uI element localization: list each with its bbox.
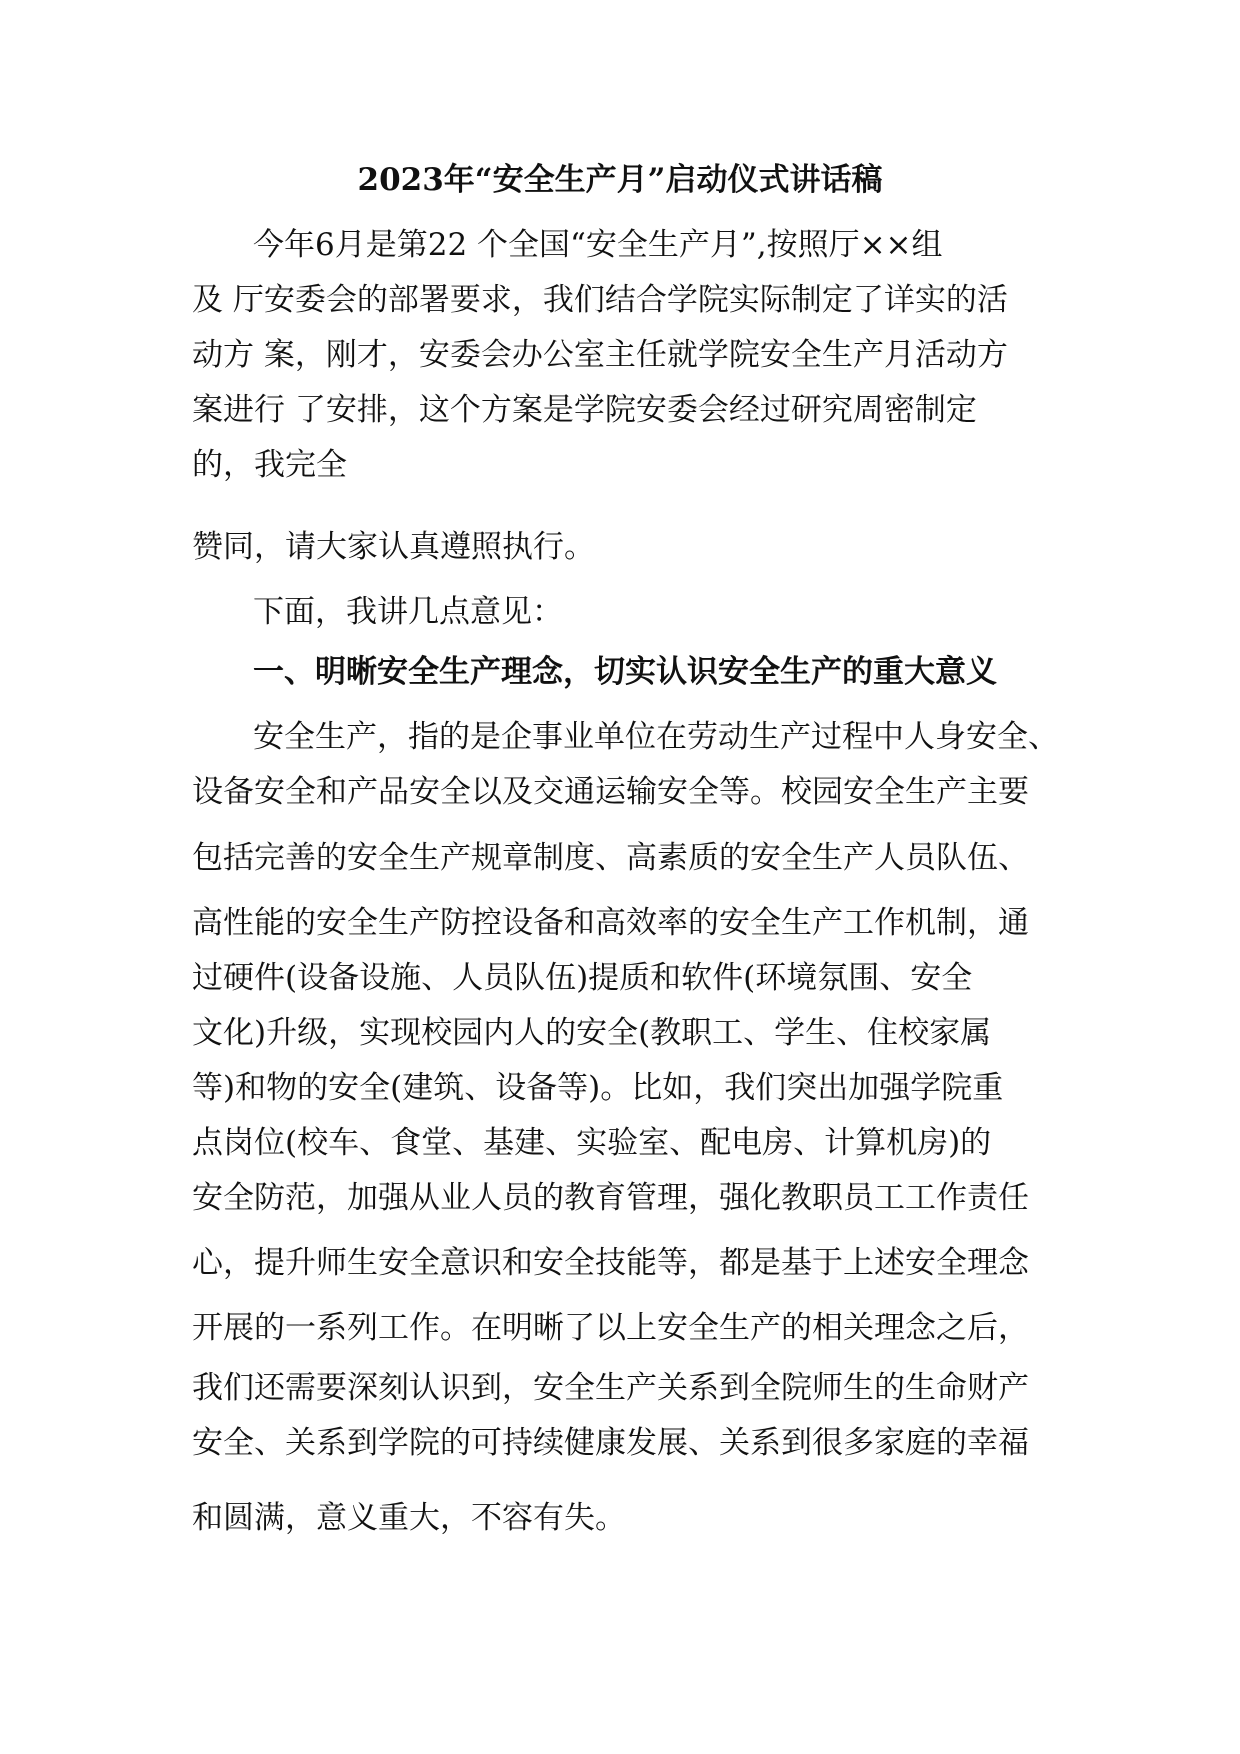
paragraph-line: 高性能的安全生产防控设备和高效率的安全生产工作机制，通 [192, 905, 1029, 941]
paragraph-line: 下面，我讲几点意见： [253, 594, 563, 630]
paragraph-line: 和圆满，意义重大，不容有失。 [192, 1500, 626, 1536]
paragraph-line: 心，提升师生安全意识和安全技能等，都是基于上述安全理念 [192, 1245, 1029, 1281]
document-title: 2023年“安全生产月”启动仪式讲话稿 [357, 162, 883, 198]
paragraph-line: 点岗位(校车、食堂、基建、实验室、配电房、计算机房)的 [192, 1125, 992, 1161]
paragraph-line: 开展的一系列工作。在明晰了以上安全生产的相关理念之后， [192, 1310, 1029, 1346]
paragraph-line: 我们还需要深刻认识到，安全生产关系到全院师生的生命财产 [192, 1370, 1029, 1406]
paragraph-line: 包括完善的安全生产规章制度、高素质的安全生产人员队伍、 [192, 840, 1029, 876]
paragraph-line: 今年6月是第22 个全国“安全生产月”,按照厅××组 [253, 227, 943, 263]
section-heading: 一、明晰安全生产理念，切实认识安全生产的重大意义 [253, 654, 997, 690]
paragraph-line: 安全生产，指的是企事业单位在劳动生产过程中人身安全、 [253, 719, 1059, 755]
paragraph-line: 等)和物的安全(建筑、设备等)。比如，我们突出加强学院重 [192, 1070, 1004, 1106]
paragraph-line: 的，我完全 [192, 447, 347, 483]
paragraph-line: 及 厅安委会的部署要求，我们结合学院实际制定了详实的活 [192, 282, 1008, 318]
paragraph-line: 案进行 了安排，这个方案是学院安委会经过研究周密制定 [192, 392, 977, 428]
paragraph-line: 赞同，请大家认真遵照执行。 [192, 529, 595, 565]
paragraph-line: 文化)升级，实现校园内人的安全(教职工、学生、住校家属 [192, 1015, 992, 1051]
paragraph-line: 过硬件(设备设施、人员队伍)提质和软件(环境氛围、安全 [192, 960, 973, 996]
paragraph-line: 动方 案，刚才，安委会办公室主任就学院安全生产月活动方 [192, 337, 1008, 373]
paragraph-line: 设备安全和产品安全以及交通运输安全等。校园安全生产主要 [192, 774, 1029, 810]
paragraph-line: 安全防范，加强从业人员的教育管理，强化教职员工工作责任 [192, 1180, 1029, 1216]
paragraph-line: 安全、关系到学院的可持续健康发展、关系到很多家庭的幸福 [192, 1425, 1029, 1461]
